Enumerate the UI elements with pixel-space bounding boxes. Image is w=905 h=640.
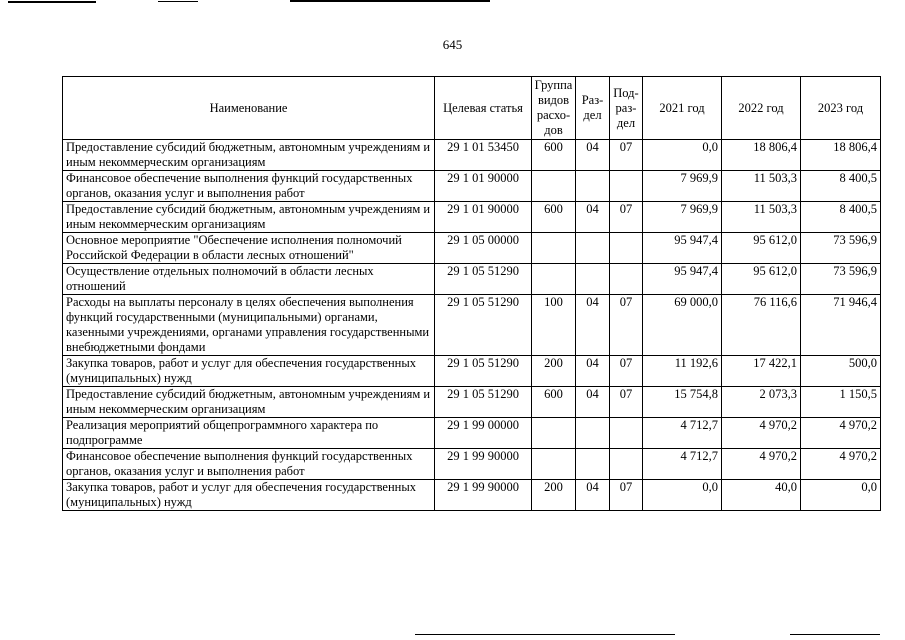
table-row [63, 418, 881, 449]
row-group: 600 [532, 387, 576, 418]
row-2021: 0,0 [643, 140, 722, 171]
row-2021: 15 754,8 [643, 387, 722, 418]
row-name: Предоставление субсидий бюджетным, автономным учреждениям и иным некоммерческим организациям [63, 387, 435, 418]
row-2021: 0,0 [643, 480, 722, 511]
row-section [576, 264, 610, 295]
column-header-2021: 2021 год [643, 77, 722, 140]
row-target: 29 1 05 51290 [435, 387, 532, 418]
scan-artifact-bottom-right [790, 634, 880, 635]
row-group [532, 171, 576, 202]
row-2021: 95 947,4 [643, 233, 722, 264]
row-2022: 4 970,2 [722, 418, 801, 449]
table-row [63, 449, 881, 480]
table-row [63, 171, 881, 202]
row-2021: 4 712,7 [643, 449, 722, 480]
row-2023: 71 946,4 [801, 295, 881, 356]
row-2023: 8 400,5 [801, 202, 881, 233]
row-target: 29 1 01 53450 [435, 140, 532, 171]
column-header-2023: 2023 год [801, 77, 881, 140]
table-row [63, 202, 881, 233]
row-2022: 17 422,1 [722, 356, 801, 387]
row-target: 29 1 05 51290 [435, 295, 532, 356]
row-group [532, 233, 576, 264]
row-name: Финансовое обеспечение выполнения функций государственных органов, оказания услуг и выполнения работ [63, 171, 435, 202]
scan-artifact-top-left [8, 1, 96, 3]
row-2021: 11 192,6 [643, 356, 722, 387]
row-subsection: 07 [610, 140, 643, 171]
row-2023: 1 150,5 [801, 387, 881, 418]
row-2022: 95 612,0 [722, 264, 801, 295]
row-subsection: 07 [610, 387, 643, 418]
row-section: 04 [576, 202, 610, 233]
row-group: 600 [532, 202, 576, 233]
row-target: 29 1 01 90000 [435, 202, 532, 233]
row-name: Расходы на выплаты персоналу в целях обеспечения выполнения функций государственными (муниципальными) органами, казенными учреждениями, органами управления государственными внебюджетными фондами [63, 295, 435, 356]
row-target: 29 1 99 90000 [435, 480, 532, 511]
row-subsection: 07 [610, 295, 643, 356]
row-subsection [610, 264, 643, 295]
row-name: Основное мероприятие "Обеспечение исполнения полномочий Российской Федерации в области лесных отношений" [63, 233, 435, 264]
row-2021: 69 000,0 [643, 295, 722, 356]
row-subsection [610, 449, 643, 480]
row-subsection: 07 [610, 356, 643, 387]
row-2022: 2 073,3 [722, 387, 801, 418]
row-2022: 95 612,0 [722, 233, 801, 264]
row-2023: 8 400,5 [801, 171, 881, 202]
row-subsection [610, 418, 643, 449]
row-2023: 73 596,9 [801, 264, 881, 295]
column-header-subsection: Под-раз-дел [610, 77, 643, 140]
row-2023: 0,0 [801, 480, 881, 511]
page-number: 645 [442, 37, 463, 52]
row-2023: 500,0 [801, 356, 881, 387]
table-row [63, 264, 881, 295]
table-row [63, 387, 881, 418]
row-2022: 4 970,2 [722, 449, 801, 480]
table-row [63, 140, 881, 171]
row-section: 04 [576, 356, 610, 387]
row-2023: 4 970,2 [801, 449, 881, 480]
table-row [63, 480, 881, 511]
row-subsection [610, 233, 643, 264]
row-name: Финансовое обеспечение выполнения функций государственных органов, оказания услуг и выполнения работ [63, 449, 435, 480]
scan-artifact-top-mid [158, 1, 198, 2]
row-2021: 4 712,7 [643, 418, 722, 449]
row-group: 100 [532, 295, 576, 356]
table-row [63, 295, 881, 356]
row-group: 600 [532, 140, 576, 171]
row-2022: 11 503,3 [722, 202, 801, 233]
row-target: 29 1 05 51290 [435, 356, 532, 387]
row-2023: 18 806,4 [801, 140, 881, 171]
budget-table [62, 76, 881, 511]
row-2022: 40,0 [722, 480, 801, 511]
table-header-row [63, 77, 881, 140]
row-2021: 95 947,4 [643, 264, 722, 295]
row-target: 29 1 01 90000 [435, 171, 532, 202]
row-2023: 73 596,9 [801, 233, 881, 264]
column-header-name: Наименование [63, 77, 435, 140]
row-subsection: 07 [610, 480, 643, 511]
column-header-section: Раз-дел [576, 77, 610, 140]
row-2021: 7 969,9 [643, 171, 722, 202]
row-name: Предоставление субсидий бюджетным, автономным учреждениям и иным некоммерческим организациям [63, 140, 435, 171]
row-target: 29 1 05 00000 [435, 233, 532, 264]
row-2022: 18 806,4 [722, 140, 801, 171]
row-group [532, 449, 576, 480]
table-row [63, 233, 881, 264]
scan-artifact-top-right [290, 0, 490, 2]
row-section [576, 171, 610, 202]
row-target: 29 1 99 00000 [435, 418, 532, 449]
row-target: 29 1 05 51290 [435, 264, 532, 295]
scan-artifact-bottom [415, 634, 675, 635]
row-name: Закупка товаров, работ и услуг для обеспечения государственных (муниципальных) нужд [63, 480, 435, 511]
row-group: 200 [532, 356, 576, 387]
row-section [576, 418, 610, 449]
row-name: Реализация мероприятий общепрограммного характера по подпрограмме [63, 418, 435, 449]
row-target: 29 1 99 90000 [435, 449, 532, 480]
row-2023: 4 970,2 [801, 418, 881, 449]
row-subsection [610, 171, 643, 202]
row-2022: 76 116,6 [722, 295, 801, 356]
row-section: 04 [576, 140, 610, 171]
column-header-2022: 2022 год [722, 77, 801, 140]
row-group [532, 264, 576, 295]
row-name: Предоставление субсидий бюджетным, автономным учреждениям и иным некоммерческим организациям [63, 202, 435, 233]
table-row [63, 356, 881, 387]
row-section [576, 233, 610, 264]
row-name: Осуществление отдельных полномочий в области лесных отношений [63, 264, 435, 295]
row-group [532, 418, 576, 449]
row-group: 200 [532, 480, 576, 511]
row-subsection: 07 [610, 202, 643, 233]
row-2021: 7 969,9 [643, 202, 722, 233]
column-header-group: Группа видов расхо-дов [532, 77, 576, 140]
row-section: 04 [576, 295, 610, 356]
column-header-target: Целевая статья [435, 77, 532, 140]
row-name: Закупка товаров, работ и услуг для обеспечения государственных (муниципальных) нужд [63, 356, 435, 387]
row-section [576, 449, 610, 480]
row-section: 04 [576, 387, 610, 418]
row-section: 04 [576, 480, 610, 511]
row-2022: 11 503,3 [722, 171, 801, 202]
